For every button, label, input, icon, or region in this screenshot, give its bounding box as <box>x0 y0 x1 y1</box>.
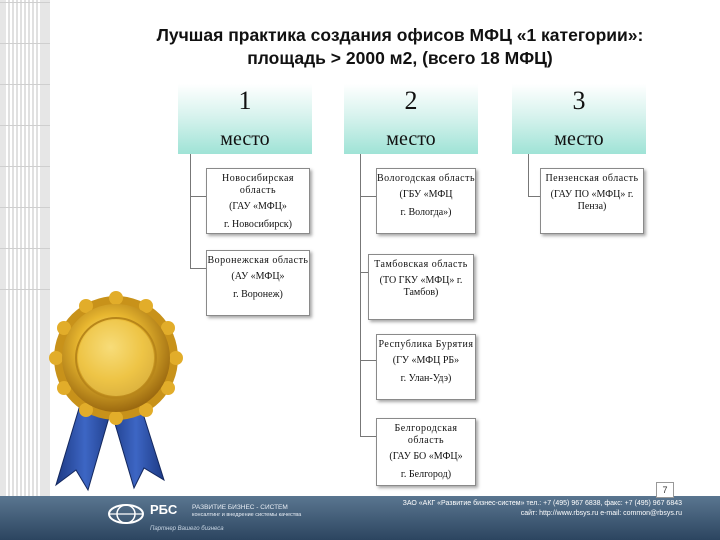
slide-title <box>80 24 720 70</box>
region-name: Белгородская область <box>394 423 458 446</box>
connector-line <box>360 436 376 437</box>
organization-name: (ГАУ «МФЦ» <box>229 201 287 212</box>
organization-name: (ТО ГКУ «МФЦ» г. Тамбов) <box>379 275 463 298</box>
contact-line-2: сайт: http://www.rbsys.ru e-mail: common@rbsys.ru <box>520 510 682 517</box>
organization-name: (ГБУ «МФЦ <box>399 189 453 200</box>
region-name: Республика Бурятия <box>378 339 474 350</box>
organization-name: (ГАУ БО «МФЦ» <box>389 451 463 462</box>
connector-line <box>360 196 376 197</box>
title-line-1: Лучшая практика создания офисов МФЦ «1 категории»: <box>156 25 644 45</box>
brand-tagline: РАЗВИТИЕ БИЗНЕС - СИСТЕМ <box>192 504 288 511</box>
contact-line-1: ЗАО «АКГ «Развитие бизнес-систем» тел.: +7 (495) 967 6838, факс: +7 (495) 967 6843 <box>402 500 682 507</box>
page-number: 7 <box>656 482 674 498</box>
title-line-2: площадь > 2000 м2, (всего 18 МФЦ) <box>247 48 553 68</box>
city-name: г. Новосибирск) <box>224 219 292 230</box>
region-name: Пензенская область <box>545 173 639 184</box>
city-name: г. Воронеж) <box>233 289 283 300</box>
region-name: Новосибирская область <box>221 173 295 196</box>
organization-name: (ГУ «МФЦ РБ» <box>392 355 460 366</box>
city-name: г. Вологда») <box>400 207 452 218</box>
connector-line <box>528 196 540 197</box>
region-card-penza <box>540 168 644 234</box>
connector-line <box>360 360 376 361</box>
connector-line <box>190 196 206 197</box>
city-name: г. Белгород) <box>400 469 452 480</box>
region-card-voronezh <box>206 250 310 316</box>
organization-name: (ГАУ ПО «МФЦ» г. Пенза) <box>550 189 634 212</box>
brand-name: РБС <box>150 502 178 517</box>
place-number: 1 <box>238 86 252 115</box>
place-label: место <box>386 128 436 150</box>
place-header-2 <box>344 84 478 154</box>
organization-name: (АУ «МФЦ» <box>231 271 285 282</box>
place-label: место <box>220 128 270 150</box>
brand-slogan: Партнер Вашего бизнеса <box>150 526 224 532</box>
place-number: 3 <box>572 86 586 115</box>
place-header-3 <box>512 84 646 154</box>
connector-line <box>190 268 206 269</box>
brand-tagline-secondary: консалтинг и внедрение системы качества <box>192 512 302 518</box>
place-number: 2 <box>404 86 418 115</box>
footer-bar <box>0 485 720 540</box>
region-name: Воронежская область <box>207 255 309 266</box>
region-card-novosibirsk <box>206 168 310 234</box>
connector-line <box>190 154 191 268</box>
side-grid-pattern <box>0 0 50 330</box>
place-header-1 <box>178 84 312 154</box>
region-card-vologda <box>376 168 476 234</box>
region-name: Тамбовская область <box>374 259 468 270</box>
region-card-tambov <box>368 254 474 320</box>
region-name: Вологодская область <box>377 173 476 184</box>
region-card-belgorod <box>376 418 476 486</box>
gold-medal-icon <box>36 290 196 500</box>
place-label: место <box>554 128 604 150</box>
region-card-buryatia <box>376 334 476 400</box>
city-name: г. Улан-Удэ) <box>400 373 452 384</box>
company-logo-icon <box>106 502 146 526</box>
connector-line <box>528 154 529 196</box>
